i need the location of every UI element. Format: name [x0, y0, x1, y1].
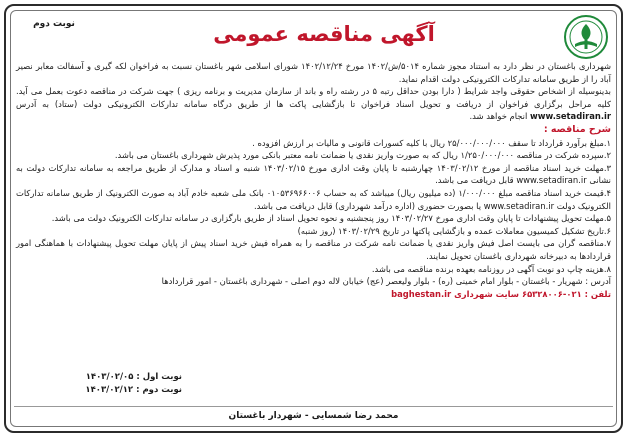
first-turn-date: نوبت اول : ۱۴۰۳/۰۲/۰۵	[85, 372, 182, 382]
notice-title: آگهی مناقصه عمومی	[213, 22, 435, 46]
notice-body	[16, 60, 611, 300]
condition-item: ۸.هزینه چاپ دو نوبت آگهی در روزنامه بعهده برنده مناقصه می باشد.	[371, 263, 611, 274]
conditions-heading: شرح مناقصه :	[543, 123, 611, 135]
condition-item: ۱.مبلغ برآورد قرارداد تا سقف ۲۵/۰۰۰/۰۰۰/۰۰۰ ریال با کلیه کسورات قانونی و مالیات بر ارزش افزوده .	[252, 137, 611, 148]
intro-paragraph: شهرداری باغستان در نظر دارد به استناد مجوز شماره ۵۰۱۴/ش/۱۴۰۲ مورخ ۱۴۰۲/۱۲/۲۴ شورای اسلامی شهر باغستان نسبت به فراخوان لکه گیری و آسفالت معابر نصیر آباد را از طریق سامانه تدارکات الکترونیکی دولت اقدام نماید.	[16, 61, 611, 84]
municipality-seal-icon	[563, 14, 609, 60]
turn-label: نوبت دوم	[33, 19, 75, 29]
address-line: آدرس : شهریار - باغستان - بلوار امام خمینی (ره) - بلوار ولیعصر (عج) خیابان لاله دوم اصلی - شهرداری باغستان - امور قراردادها	[161, 276, 611, 287]
second-turn-date: نوبت دوم : ۱۴۰۳/۰۲/۱۲	[85, 385, 182, 395]
notice-header	[14, 14, 613, 58]
condition-item: ۵.مهلت تحویل پیشنهادات تا پایان وقت اداری مورخ ۱۴۰۳/۰۲/۲۷ روز پنجشنبه و نحوه تحویل اسناد از طریق بارگزاری در سامانه تدارکات الکترونیک دولت می باشد.	[51, 213, 611, 224]
signature-footer: محمد رضا شمسایی - شهردار باغستان	[14, 406, 613, 425]
condition-item: ۴.قیمت خرید اسناد مناقصه مبلغ ۱/۰۰۰/۰۰۰ (ده میلیون ریال) میباشد که به حساب ۰۱۰۵۳۶۹۶۶۰۰۶ بانک ملی شعبه خادم آباد به صورت الکترونیک از طریق سامانه تدارکات الکترونیک دولت www.setadiran.ir یا بصورت حضوری (اداره درآمد شهرداری) قابل دریافت می باشد.	[16, 187, 612, 211]
condition-item: ۷.مناقصه گران می بایست اصل فیش واریز نقدی یا ضمانت نامه شرکت در مناقصه را به همراه فیش خرید اسناد پیش از پایان مهلت تحویل پیشنهادات با هماهنگی امور قراردادها به دبیرخانه شهرداری باغستان تحویل نمایند.	[16, 238, 611, 261]
setad-link[interactable]: www.setadiran.ir	[530, 111, 611, 122]
condition-item: ۳.مهلت خرید اسناد مناقصه از مورخ ۱۴۰۳/۰۲/۱۲ چهارشنبه تا پایان وقت اداری مورخ ۱۴۰۳/۰۲/۱۵ شنبه و اسناد و مدارک از طریق مراجعه به سامانه تدارکات دولت به نشانی www.setadiran.ir قابل دریافت می باشد.	[16, 162, 611, 186]
publish-dates	[22, 371, 182, 397]
phone-line: تلفن : ۰۲۱-۶۵۳۲۸۰۰۶ سایت شهرداری baghestan.ir	[391, 288, 611, 299]
condition-item: ۲.سپرده شرکت در مناقصه ۱/۲۵۰/۰۰۰/۰۰۰ ریال که به صورت واریز نقدی یا ضمانت نامه معتبر بانکی مورد پذیرش شهرداری باغستان می باشد.	[114, 150, 611, 161]
invitation-paragraph: بدینوسیله از اشخاص حقوقی واجد شرایط ( دارا بودن حداقل رتبه ۵ در رشته راه و باند از سازمان مدیریت و برنامه ریزی ) جهت شرکت در مناقصه دعوت بعمل می آید. کلیه مراحل برگزاری فراخوان از دریافت و تحویل اسناد فراخوان تا بازگشایی پاکت ها از طریق درگاه سامانه تدارکات الکترونیکی دولت (ستاد) به آدرس www.setadiran.ir انجام خواهد شد.	[16, 86, 611, 122]
condition-item: ۶.تاریخ تشکیل کمیسیون معاملات عمده و بازگشایی پاکتها در تاریخ ۱۴۰۳/۰۲/۲۹ (روز شنبه)	[297, 225, 611, 236]
